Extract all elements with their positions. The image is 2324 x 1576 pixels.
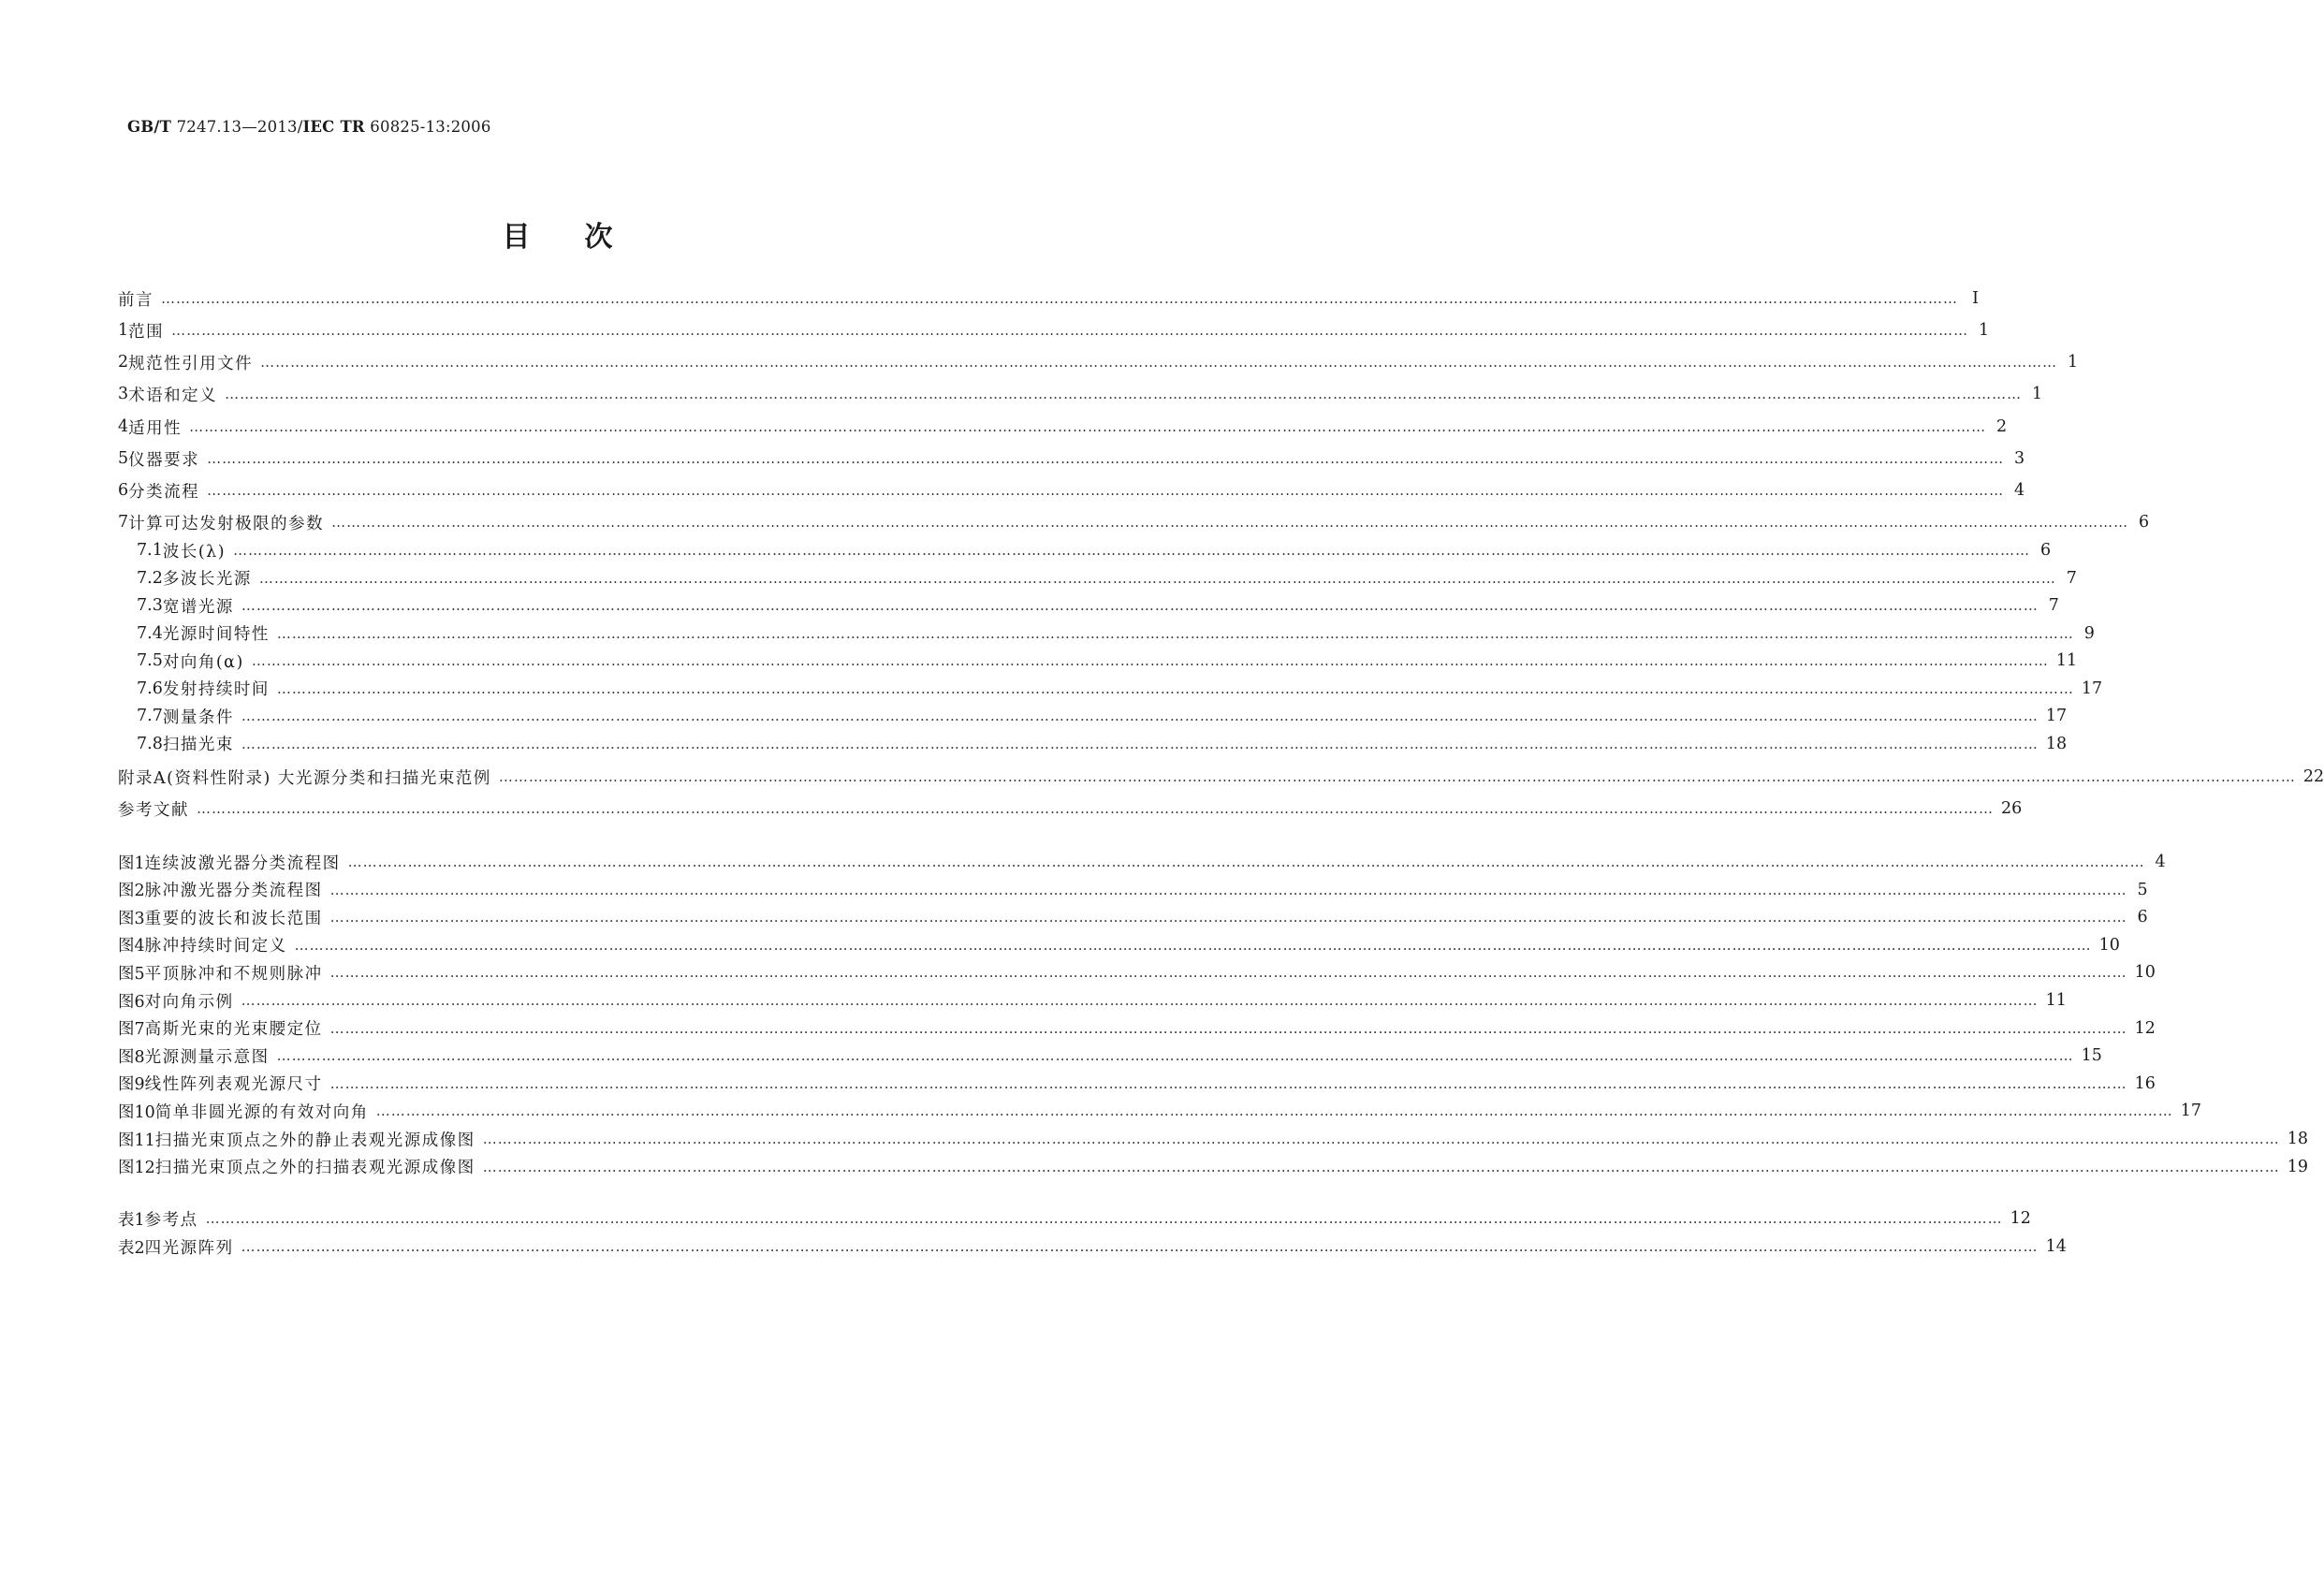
- figure-entry[interactable]: [118, 1154, 2309, 1180]
- entry-title: 对向角(α): [162, 652, 244, 672]
- dot-leader: ………………………………………………………………………………………………………………………………………………………………………………………………………………………………………………………………………………………………………………………………: [258, 569, 2056, 587]
- entry-title: 发射持续时间: [162, 680, 270, 699]
- entry-page-number: 6: [2039, 541, 2052, 560]
- toc-entry[interactable]: [118, 445, 2025, 472]
- entry-number: 7.8: [137, 734, 163, 753]
- dot-leader: ………………………………………………………………………………………………………………………………………………………………………………………………………………………………………………………………………………………………………………………………: [241, 735, 2039, 752]
- dot-leader: ………………………………………………………………………………………………………………………………………………………………………………………………………………………………………………………………………………………………………………………………: [197, 800, 1994, 817]
- table-entry[interactable]: [118, 1205, 2031, 1232]
- dot-leader: ………………………………………………………………………………………………………………………………………………………………………………………………………………………………………………………………………………………………………………………………: [260, 354, 2058, 371]
- entry-title: 重要的波长和波长范围: [144, 909, 323, 928]
- entry-page-number: 11: [2045, 991, 2067, 1010]
- figure-entry[interactable]: [118, 1071, 2156, 1097]
- dot-leader: ………………………………………………………………………………………………………………………………………………………………………………………………………………………………………………………………………………………………………………………………: [331, 514, 2129, 531]
- figure-entry[interactable]: [118, 1015, 2156, 1042]
- entry-page-number: 6: [2139, 513, 2150, 532]
- entry-page-number: 17: [2081, 679, 2103, 698]
- figure-entry[interactable]: [118, 987, 2067, 1014]
- entry-title: 前言: [118, 290, 153, 310]
- entry-page-number: 26: [2001, 799, 2023, 818]
- entry-page-number: 5: [2137, 880, 2148, 899]
- entry-number: 6: [118, 481, 129, 500]
- entry-page-number: 1: [2032, 385, 2043, 403]
- entry-page-number: 10: [2134, 963, 2156, 983]
- entry-number: 表2: [118, 1238, 145, 1258]
- dot-leader: ………………………………………………………………………………………………………………………………………………………………………………………………………………………………………………………………………………………………………………………………: [294, 936, 2092, 954]
- entry-title: 多波长光源: [162, 570, 252, 589]
- entry-page-number: 19: [2287, 1157, 2309, 1176]
- entry-page-number: 7: [2048, 596, 2059, 615]
- toc-entry[interactable]: [118, 477, 2025, 503]
- toc-entry[interactable]: [137, 703, 2068, 729]
- entry-page-number: 6: [2137, 908, 2148, 927]
- entry-title: 规范性引用文件: [128, 354, 254, 373]
- figure-entry[interactable]: [118, 1126, 2309, 1152]
- dot-leader: ………………………………………………………………………………………………………………………………………………………………………………………………………………………………………………………………………………………………………………………………: [171, 322, 1969, 339]
- entry-number: 5: [118, 449, 129, 468]
- entry-title: 扫描光束顶点之外的静止表观光源成像图: [154, 1131, 475, 1150]
- figure-entry[interactable]: [118, 877, 2148, 903]
- entry-title: 计算可达发射极限的参数: [128, 514, 325, 533]
- entry-title: 术语和定义: [128, 386, 218, 405]
- entry-title: 光源测量示意图: [144, 1047, 270, 1067]
- entry-number: 1: [118, 321, 129, 340]
- entry-title: 参考点: [144, 1210, 198, 1230]
- dot-leader: ………………………………………………………………………………………………………………………………………………………………………………………………………………………………………………………………………………………………………………………………: [207, 450, 2005, 467]
- entry-title: 高斯光束的光束腰定位: [144, 1020, 323, 1040]
- dot-leader: ………………………………………………………………………………………………………………………………………………………………………………………………………………………………………………………………………………………………………………………………: [251, 652, 2049, 669]
- dot-leader: ………………………………………………………………………………………………………………………………………………………………………………………………………………………………………………………………………………………………………………………………: [329, 1019, 2127, 1037]
- entry-page-number: Ⅰ: [1972, 289, 1979, 308]
- dot-leader: ………………………………………………………………………………………………………………………………………………………………………………………………………………………………………………………………………………………………………………………………: [241, 708, 2039, 724]
- entry-title: 波长(λ): [162, 542, 227, 562]
- toc-entry[interactable]: [137, 620, 2095, 647]
- entry-title: 脉冲激光器分类流程图: [144, 882, 323, 901]
- entry-title: 分类流程: [128, 482, 200, 502]
- entry-title: 连续波激光器分类流程图: [144, 854, 341, 873]
- toc-entry[interactable]: [118, 381, 2043, 407]
- entry-number: 图7: [118, 1020, 145, 1040]
- entry-number: 7.7: [137, 707, 163, 725]
- entry-page-number: 18: [2287, 1130, 2309, 1148]
- entry-number: 7.4: [137, 623, 163, 643]
- entry-number: 7.3: [137, 596, 163, 615]
- dot-leader: ………………………………………………………………………………………………………………………………………………………………………………………………………………………………………………………………………………………………………………………………: [241, 992, 2039, 1009]
- entry-page-number: 15: [2081, 1046, 2102, 1066]
- entry-number: 图6: [118, 992, 145, 1012]
- dot-leader: ………………………………………………………………………………………………………………………………………………………………………………………………………………………………………………………………………………………………………………………………: [347, 854, 2145, 870]
- table-entry[interactable]: [118, 1233, 2067, 1260]
- entry-title: 适用性: [128, 418, 183, 438]
- toc-entry[interactable]: [118, 317, 1990, 343]
- toc-entry[interactable]: [137, 676, 2103, 702]
- entry-page-number: 17: [2045, 707, 2068, 725]
- entry-page-number: 4: [2014, 481, 2025, 500]
- figure-entry[interactable]: [118, 932, 2120, 958]
- entry-title: 宽谱光源: [162, 597, 234, 617]
- standard-code-number: 7247.13—2013/: [171, 118, 303, 136]
- entry-page-number: 12: [2134, 1018, 2156, 1038]
- dot-leader: ………………………………………………………………………………………………………………………………………………………………………………………………………………………………………………………………………………………………………………………………: [329, 909, 2127, 927]
- entry-page-number: 2: [1996, 417, 2008, 436]
- dot-leader: ………………………………………………………………………………………………………………………………………………………………………………………………………………………………………………………………………………………………………………………………: [241, 597, 2039, 614]
- standard-code-gbt: GB/T: [127, 118, 172, 136]
- entry-page-number: 1: [2068, 353, 2079, 372]
- entry-number: 7.5: [137, 651, 163, 670]
- entry-page-number: 11: [2055, 651, 2078, 670]
- dot-leader: ………………………………………………………………………………………………………………………………………………………………………………………………………………………………………………………………………………………………………………………………: [276, 1047, 2074, 1065]
- entry-page-number: 22: [2302, 767, 2324, 786]
- dot-leader: ………………………………………………………………………………………………………………………………………………………………………………………………………………………………………………………………………………………………………………………………: [225, 386, 2023, 402]
- toc-entry[interactable]: [137, 537, 2052, 563]
- entry-number: 7.1: [137, 541, 163, 560]
- dot-leader: ………………………………………………………………………………………………………………………………………………………………………………………………………………………………………………………………………………………………………………………………: [498, 768, 2296, 785]
- toc-entry[interactable]: [137, 648, 2078, 674]
- entry-page-number: 3: [2014, 449, 2025, 468]
- entry-page-number: 12: [2010, 1209, 2031, 1228]
- figure-entry[interactable]: [118, 904, 2148, 930]
- dot-leader: ………………………………………………………………………………………………………………………………………………………………………………………………………………………………………………………………………………………………………………………………: [233, 542, 2031, 559]
- dot-leader: ………………………………………………………………………………………………………………………………………………………………………………………………………………………………………………………………………………………………………………………………: [276, 624, 2074, 642]
- entry-page-number: 1: [1979, 321, 1990, 340]
- entry-title: 扫描光束顶点之外的扫描表观光源成像图: [154, 1159, 475, 1178]
- entry-number: 7.6: [137, 679, 163, 698]
- entry-page-number: 10: [2098, 935, 2120, 955]
- toc-entry[interactable]: [137, 731, 2068, 757]
- dot-leader: ………………………………………………………………………………………………………………………………………………………………………………………………………………………………………………………………………………………………………………………………: [482, 1131, 2280, 1147]
- entry-title: 范围: [128, 322, 165, 342]
- entry-page-number: 16: [2134, 1073, 2156, 1093]
- entry-number: 图12: [118, 1159, 155, 1178]
- toc-entry[interactable]: [118, 414, 2008, 440]
- entry-title: 对向角示例: [144, 992, 234, 1012]
- entry-title: 简单非圆光源的有效对向角: [154, 1102, 369, 1122]
- entry-title: 测量条件: [162, 708, 234, 727]
- entry-title: 光源时间特性: [162, 625, 270, 644]
- toc-entry[interactable]: [137, 565, 2077, 591]
- dot-leader: ………………………………………………………………………………………………………………………………………………………………………………………………………………………………………………………………………………………………………………………………: [482, 1158, 2280, 1175]
- standard-code-iec-number: 60825-13:2006: [364, 118, 491, 136]
- entry-number: 图9: [118, 1075, 145, 1095]
- entry-page-number: 9: [2083, 623, 2095, 643]
- figure-entry[interactable]: [118, 959, 2156, 985]
- entry-title: 平顶脉冲和不规则脉冲: [144, 964, 323, 984]
- dot-leader: ………………………………………………………………………………………………………………………………………………………………………………………………………………………………………………………………………………………………………………………………: [189, 418, 1987, 435]
- entry-page-number: 4: [2155, 853, 2166, 871]
- entry-page-number: 14: [2045, 1237, 2067, 1256]
- entry-title: 仪器要求: [128, 450, 200, 470]
- entry-title: 线性阵列表观光源尺寸: [144, 1075, 323, 1095]
- entry-number: 图4: [118, 937, 145, 956]
- entry-number: 图1: [118, 854, 145, 873]
- entry-number: 4: [118, 417, 129, 436]
- dot-leader: ………………………………………………………………………………………………………………………………………………………………………………………………………………………………………………………………………………………………………………………………: [205, 1210, 2003, 1227]
- entry-page-number: 18: [2045, 734, 2068, 753]
- entry-number: 图5: [118, 964, 145, 984]
- dot-leader: ………………………………………………………………………………………………………………………………………………………………………………………………………………………………………………………………………………………………………………………………: [375, 1102, 2173, 1120]
- entry-number: 表1: [118, 1210, 145, 1230]
- entry-number: 图11: [118, 1131, 155, 1150]
- entry-number: 7.2: [137, 568, 163, 588]
- entry-title: 参考文献: [118, 800, 189, 820]
- dot-leader: ………………………………………………………………………………………………………………………………………………………………………………………………………………………………………………………………………………………………………………………………: [329, 881, 2127, 898]
- dot-leader: ………………………………………………………………………………………………………………………………………………………………………………………………………………………………………………………………………………………………………………………………: [241, 1238, 2039, 1255]
- toc-entry[interactable]: [118, 509, 2150, 535]
- entry-number: 图8: [118, 1047, 145, 1067]
- entry-number: 图3: [118, 909, 145, 928]
- entry-number: 图10: [118, 1102, 155, 1122]
- entry-number: 3: [118, 385, 129, 403]
- entry-number: 7: [118, 513, 129, 532]
- figure-entry[interactable]: [118, 849, 2166, 875]
- toc-entry[interactable]: [118, 349, 2079, 375]
- toc-entry[interactable]: [118, 285, 1979, 312]
- entry-title: 附录A(资料性附录) 大光源分类和扫描光束范例: [118, 768, 491, 788]
- figure-entry[interactable]: [118, 1098, 2202, 1124]
- entry-title: 扫描光束: [162, 736, 234, 754]
- standard-code-iec: IEC TR: [302, 118, 365, 136]
- dot-leader: ………………………………………………………………………………………………………………………………………………………………………………………………………………………………………………………………………………………………………………………………: [207, 482, 2005, 499]
- toc-entry[interactable]: [118, 764, 2324, 790]
- toc-entry[interactable]: [137, 592, 2059, 619]
- standard-code-header: [127, 118, 491, 136]
- entry-page-number: 17: [2180, 1102, 2202, 1121]
- entry-title: 脉冲持续时间定义: [144, 937, 287, 956]
- toc-entry[interactable]: [118, 795, 2023, 822]
- dot-leader: ………………………………………………………………………………………………………………………………………………………………………………………………………………………………………………………………………………………………………………………………: [329, 1074, 2127, 1092]
- page-title: 目次: [502, 221, 667, 254]
- entry-number: 图2: [118, 882, 145, 901]
- entry-page-number: 7: [2066, 568, 2077, 588]
- dot-leader: ………………………………………………………………………………………………………………………………………………………………………………………………………………………………………………………………………………………………………………………………: [329, 964, 2127, 982]
- entry-title: 四光源阵列: [144, 1238, 234, 1258]
- dot-leader: ………………………………………………………………………………………………………………………………………………………………………………………………………………………………………………………………………………………………………………………………: [161, 290, 1958, 307]
- entry-number: 2: [118, 353, 129, 372]
- figure-entry[interactable]: [118, 1043, 2102, 1069]
- dot-leader: ………………………………………………………………………………………………………………………………………………………………………………………………………………………………………………………………………………………………………………………………: [276, 679, 2074, 697]
